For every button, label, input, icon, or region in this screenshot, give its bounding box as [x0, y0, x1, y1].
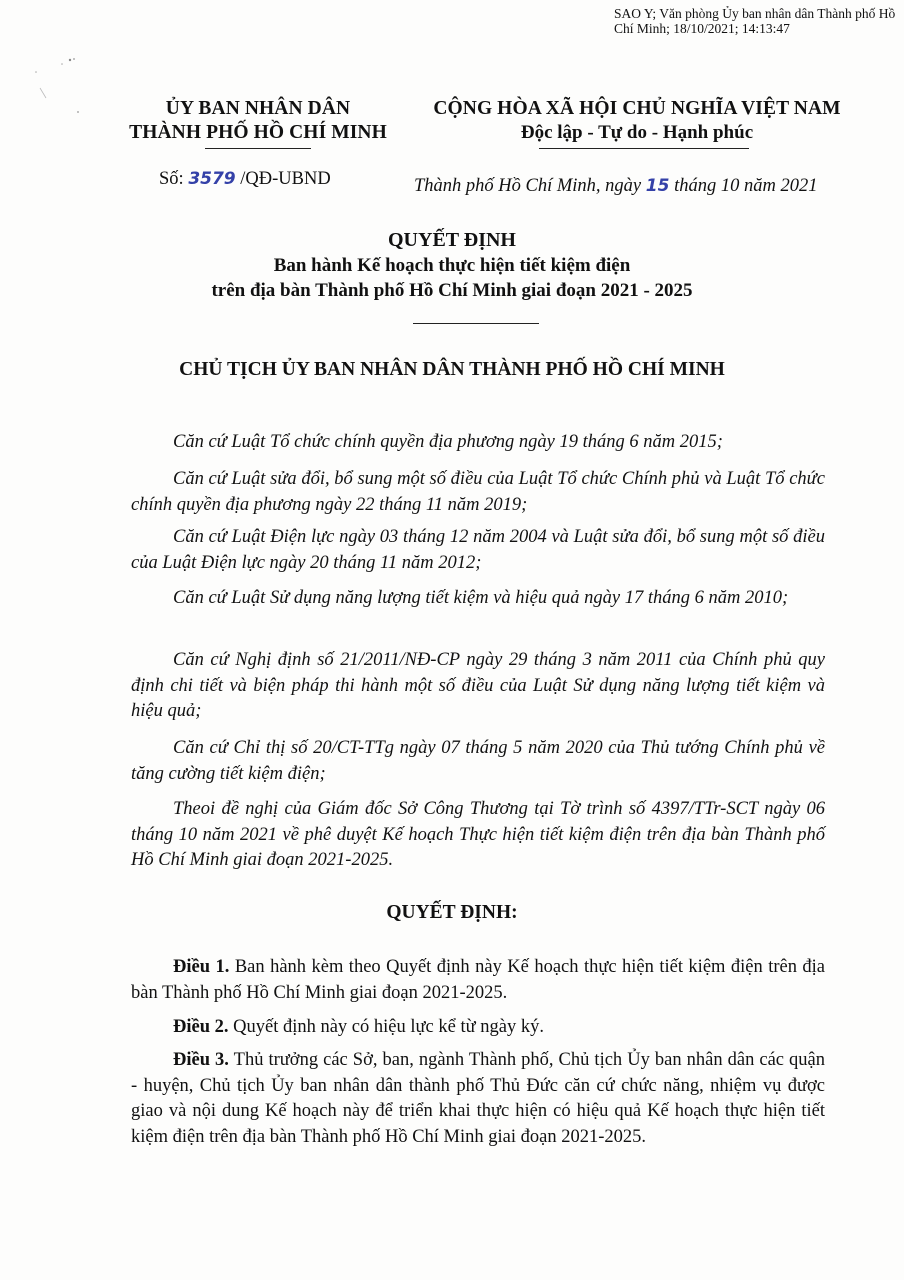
article-1 — [131, 955, 825, 1006]
date-prefix: Thành phố Hồ Chí Minh, ngày — [414, 176, 642, 196]
issuer-heading: CHỦ TỊCH ỦY BAN NHÂN DÂN THÀNH PHỐ HỒ CHÍ MINH — [179, 359, 725, 380]
decision-heading: QUYẾT ĐỊNH: — [386, 902, 518, 923]
legal-basis: Căn cứ Luật Tổ chức chính quyền địa phương ngày 19 tháng 6 năm 2015; — [173, 432, 723, 452]
article-text: Thủ trưởng các Sở, ban, ngành Thành phố, Chủ tịch Ủy ban nhân dân các quận - huyện, Chủ tịch Ủy ban nhân dân thành phố Thủ Đức căn cứ chức năng, nhiệm vụ được giao và nội dung Kế hoạch này để triển khai thực hiện có hiệu quả Kế hoạch thực hiện tiết kiệm điện trên địa bàn Thành phố Hồ Chí Minh giai đoạn 2021-2025. — [131, 1050, 826, 1147]
legal-basis: Căn cứ Nghị định số 21/2011/NĐ-CP ngày 29 tháng 3 năm 2011 của Chính phủ quy định chi tiết và biện pháp thi hành một số điều của Luật Sử dụng năng lượng tiết kiệm và hiệu quả; — [131, 650, 825, 721]
copy-stamp: SAO Y; Văn phòng Ủy ban nhân dân Thành phố Hồ Chí Minh; 18/10/2021; 14:13:47 — [614, 6, 896, 36]
handwritten-day: 15 — [645, 176, 670, 196]
authority-line-1: ỦY BAN NHÂN DÂN — [165, 98, 351, 119]
title-sub-2: trên địa bàn Thành phố Hồ Chí Minh giai đoạn 2021 - 2025 — [211, 280, 693, 301]
title-main: QUYẾT ĐỊNH — [388, 229, 516, 251]
authority-line-2: THÀNH PHỐ HỒ CHÍ MINH — [129, 122, 387, 143]
article-label: Điều 2. — [173, 1017, 229, 1037]
legal-basis: Theoi đề nghị của Giám đốc Sở Công Thương tại Tờ trình số 4397/TTr-SCT ngày 06 tháng 10 năm 2021 về phê duyệt Kế hoạch Thực hiện tiết kiệm điện trên địa bàn Thành phố Hồ Chí Minh giai đoạn 2021-2025. — [131, 799, 825, 870]
article-label: Điều 1. — [173, 957, 230, 977]
article-label: Điều 3. — [173, 1050, 229, 1070]
article-2 — [131, 1015, 825, 1041]
issuing-authority — [108, 97, 408, 145]
legal-basis: Căn cứ Luật Điện lực ngày 03 tháng 12 năm 2004 và Luật sửa đổi, bổ sung một số điều của Luật Điện lực ngày 20 tháng 11 năm 2012; — [131, 527, 825, 573]
document-title — [0, 227, 904, 303]
motto-line: Độc lập - Tự do - Hạnh phúc — [520, 122, 754, 143]
national-motto — [410, 97, 864, 145]
date-suffix: tháng 10 năm 2021 — [674, 176, 818, 196]
authority-underline — [205, 148, 311, 149]
title-underline — [413, 323, 539, 324]
article-text: Quyết định này có hiệu lực kể từ ngày ký. — [233, 1017, 544, 1037]
country-name: CỘNG HÒA XÃ HỘI CHỦ NGHĨA VIỆT NAM — [433, 98, 841, 119]
article-3 — [131, 1048, 825, 1150]
scan-speck-marks — [22, 52, 102, 122]
legal-basis: Căn cứ Chỉ thị số 20/CT-TTg ngày 07 tháng 5 năm 2020 của Thủ tướng Chính phủ về tăng cường tiết kiệm điện; — [131, 738, 825, 784]
number-suffix: /QĐ-UBND — [240, 169, 331, 189]
motto-underline — [539, 148, 749, 149]
handwritten-number: 3579 — [188, 169, 236, 189]
document-number — [159, 167, 331, 191]
legal-basis: Căn cứ Luật sửa đổi, bổ sung một số điều của Luật Tổ chức Chính phủ và Luật Tổ chức chính quyền địa phương ngày 22 tháng 11 năm 2019; — [131, 469, 825, 515]
place-date — [414, 174, 817, 198]
number-prefix: Số: — [159, 169, 184, 189]
article-text: Ban hành kèm theo Quyết định này Kế hoạch thực hiện tiết kiệm điện trên địa bàn Thành phố Hồ Chí Minh giai đoạn 2021-2025. — [131, 957, 826, 1003]
legal-basis: Căn cứ Luật Sử dụng năng lượng tiết kiệm và hiệu quả ngày 17 tháng 6 năm 2010; — [173, 588, 789, 608]
title-sub-1: Ban hành Kế hoạch thực hiện tiết kiệm điện — [273, 255, 631, 276]
